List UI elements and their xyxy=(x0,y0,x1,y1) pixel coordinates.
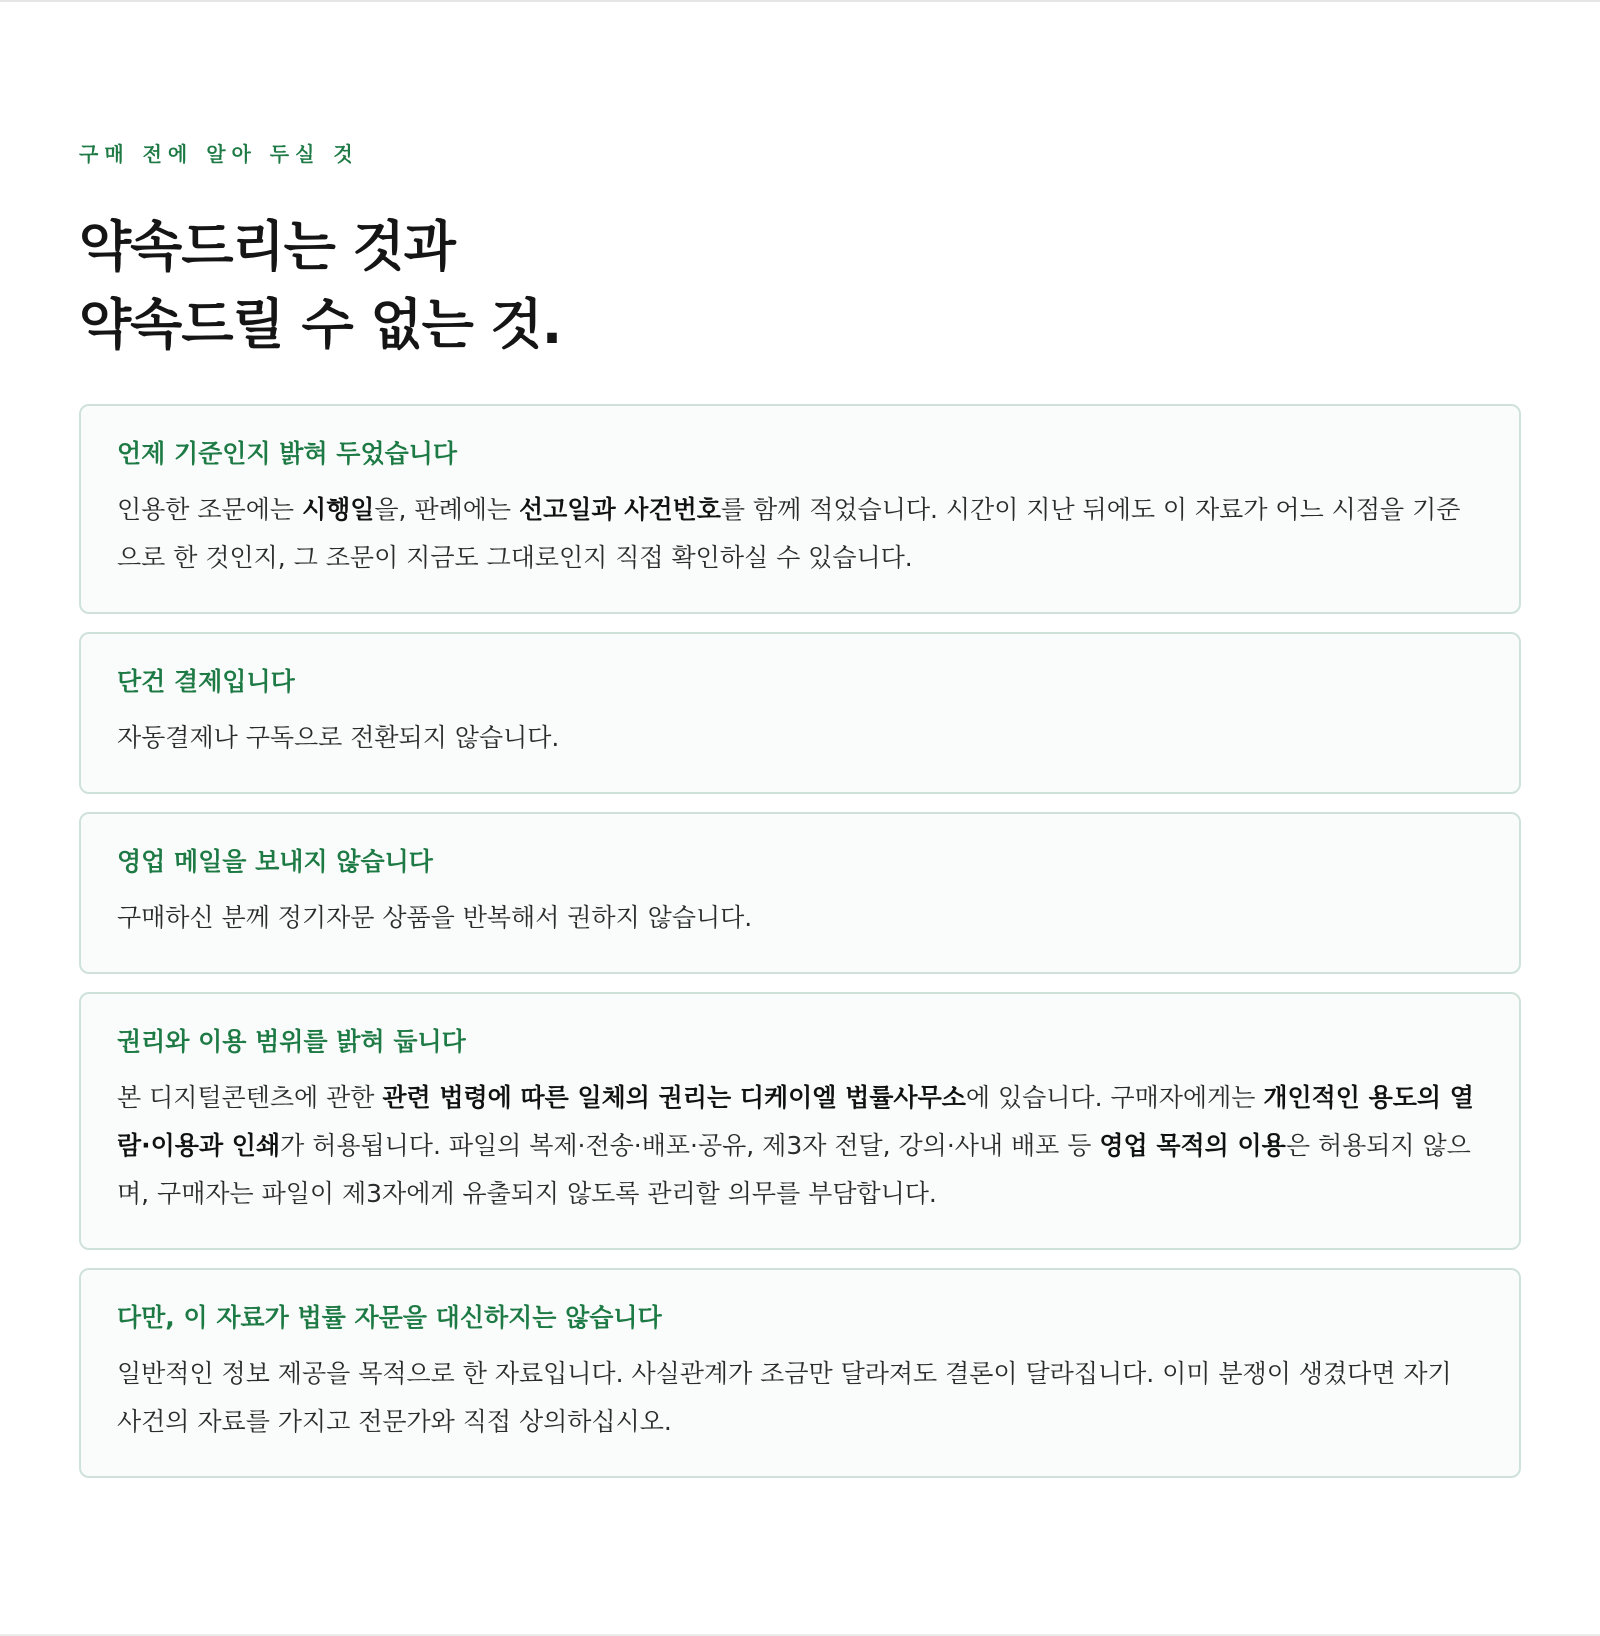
card-body xyxy=(117,894,1483,942)
body-text: 에 있습니다. 구매자에게는 xyxy=(965,1083,1264,1112)
promises-section xyxy=(79,138,1521,1496)
body-text: 자동결제나 구독으로 전환되지 않습니다. xyxy=(117,723,560,752)
card-body xyxy=(117,1074,1483,1218)
body-text: 인용한 조문에는 xyxy=(117,495,302,524)
card-title: 다만, 이 자료가 법률 자문을 대신하지는 않습니다 xyxy=(117,1303,662,1332)
body-text: 을, 판례에는 xyxy=(374,495,519,524)
body-text: 본 디지털콘텐츠에 관한 xyxy=(117,1083,383,1112)
headline-line-1: 약속드리는 것과 xyxy=(79,215,455,278)
emphasis-text: 시행일 xyxy=(301,495,375,524)
card-not-legal-advice xyxy=(79,1268,1521,1478)
card-rights-scope xyxy=(79,992,1521,1250)
body-text: 가 허용됩니다. 파일의 복제·전송·배포·공유, 제3자 전달, 강의·사내 배포 등 xyxy=(280,1131,1100,1160)
emphasis-text: 영업 목적의 이용 xyxy=(1099,1131,1286,1160)
card-body xyxy=(117,1350,1483,1446)
card-body xyxy=(117,714,1483,762)
body-text: 를 함께 적었습니다. 시간이 지난 뒤에도 이 자료가 어느 시점을 기준으로 한 것인지, 그 조문이 지금도 그대로인지 직접 확인하실 수 있습니다. xyxy=(117,495,1461,572)
emphasis-text: 개인적인 용도의 열람·이용과 인쇄 xyxy=(117,1083,1474,1160)
section-headline xyxy=(79,208,1521,364)
emphasis-text: 선고일과 사건번호 xyxy=(519,495,721,524)
headline-line-2: 약속드릴 수 없는 것. xyxy=(79,293,562,356)
section-eyebrow: 구매 전에 알아 두실 것 xyxy=(79,142,359,166)
body-text: 은 허용되지 않으며, 구매자는 파일이 제3자에게 유출되지 않도록 관리할 의무를 부담합니다. xyxy=(117,1131,1471,1208)
card-no-marketing-email xyxy=(79,812,1521,974)
body-text: 구매하신 분께 정기자문 상품을 반복해서 권하지 않습니다. xyxy=(117,903,753,932)
card-title: 단건 결제입니다 xyxy=(117,667,295,696)
card-title: 언제 기준인지 밝혀 두었습니다 xyxy=(117,439,458,468)
top-divider xyxy=(0,0,1600,2)
card-body xyxy=(117,486,1483,582)
card-timing xyxy=(79,404,1521,614)
card-title: 권리와 이용 범위를 밝혀 둡니다 xyxy=(117,1027,466,1056)
card-title: 영업 메일을 보내지 않습니다 xyxy=(117,847,433,876)
card-single-payment xyxy=(79,632,1521,794)
body-text: 일반적인 정보 제공을 목적으로 한 자료입니다. 사실관계가 조금만 달라져도 결론이 달라집니다. 이미 분쟁이 생겼다면 자기 사건의 자료를 가지고 전문가와 직접 상의하십시오. xyxy=(117,1359,1452,1436)
emphasis-text: 관련 법령에 따른 일체의 권리는 디케이엘 법률사무소 xyxy=(382,1083,966,1112)
